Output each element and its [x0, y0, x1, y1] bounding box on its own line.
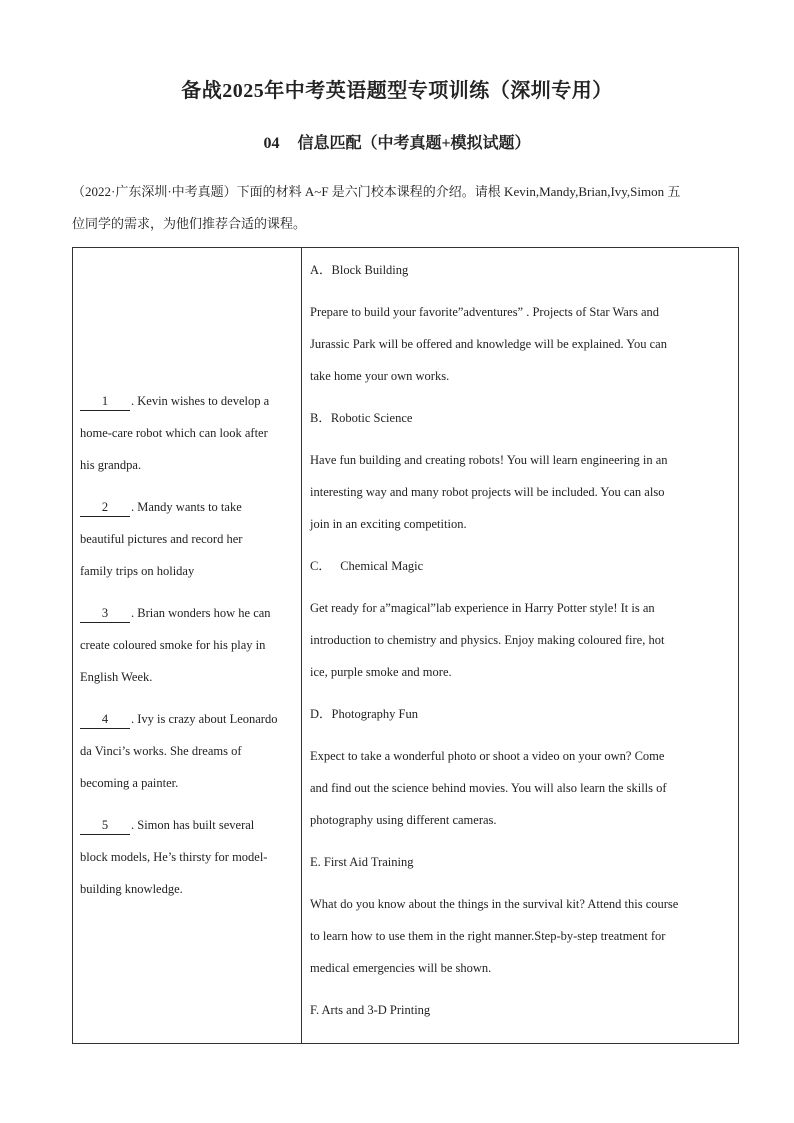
- course-text: photography using different cameras.: [310, 813, 497, 827]
- course-text: interesting way and many robot projects will be included. You can also: [310, 485, 665, 499]
- course-heading: D．Photography Fun: [310, 707, 418, 721]
- answer-blank[interactable]: 4: [80, 710, 130, 729]
- question-text: building knowledge.: [80, 882, 183, 896]
- course-text: Jurassic Park will be offered and knowledge will be explained. You can: [310, 337, 667, 351]
- question-text: family trips on holiday: [80, 564, 195, 578]
- answer-blank[interactable]: 5: [80, 816, 130, 835]
- answer-blank[interactable]: 1: [80, 392, 130, 411]
- matching-table: [72, 247, 739, 1044]
- answer-blank[interactable]: 2: [80, 498, 130, 517]
- course-item: [310, 994, 730, 1026]
- course-heading: E. First Aid Training: [310, 855, 414, 869]
- question-text: . Ivy is crazy about Leonardo: [131, 712, 278, 726]
- section-title: 信息匹配（中考真题+模拟试题）: [297, 135, 531, 152]
- instructions-line: 位同学的需求，为他们推荐合适的课程。: [72, 216, 307, 231]
- course-text: Get ready for a”magical”lab experience in Harry Potter style! It is an: [310, 601, 655, 615]
- course-text: introduction to chemistry and physics. Enjoy making coloured fire, hot: [310, 633, 665, 647]
- course-item: [310, 698, 730, 836]
- section-number: 04: [263, 135, 280, 152]
- course-item: [310, 402, 730, 540]
- question-text: his grandpa.: [80, 458, 142, 472]
- course-text: ice, purple smoke and more.: [310, 665, 452, 679]
- course-text: What do you know about the things in the survival kit? Attend this course: [310, 897, 679, 911]
- course-item: [310, 254, 730, 392]
- section-subtitle: [0, 130, 794, 153]
- question-text: becoming a painter.: [80, 776, 179, 790]
- course-item: [310, 846, 730, 984]
- instructions: [72, 176, 738, 240]
- question-item: [80, 385, 295, 481]
- course-text: join in an exciting competition.: [310, 517, 467, 531]
- course-heading: F. Arts and 3-D Printing: [310, 1003, 431, 1017]
- instructions-line: （2022·广东深圳·中考真题）下面的材料 A~F 是六门校本课程的介绍。请根 Kevin,Mandy,Brian,Ivy,Simon 五: [72, 184, 681, 199]
- document-title: 备战2025年中考英语题型专项训练（深圳专用）: [181, 80, 613, 102]
- question-item: [80, 703, 295, 799]
- question-text: . Kevin wishes to develop a: [131, 394, 270, 408]
- question-item: [80, 597, 295, 693]
- course-heading: C． Chemical Magic: [310, 559, 424, 573]
- question-text: da Vinci’s works. She dreams of: [80, 744, 242, 758]
- question-item: [80, 809, 295, 905]
- course-text: take home your own works.: [310, 369, 450, 383]
- question-text: . Mandy wants to take: [131, 500, 242, 514]
- answer-blank[interactable]: 3: [80, 604, 130, 623]
- question-text: . Simon has built several: [131, 818, 255, 832]
- questions-column: [73, 248, 302, 1044]
- course-text: to learn how to use them in the right manner.Step-by-step treatment for: [310, 929, 666, 943]
- question-text: beautiful pictures and record her: [80, 532, 243, 546]
- course-text: and find out the science behind movies. You will also learn the skills of: [310, 781, 667, 795]
- course-heading: B．Robotic Science: [310, 411, 413, 425]
- question-text: block models, He’s thirsty for model-: [80, 850, 268, 864]
- course-text: medical emergencies will be shown.: [310, 961, 492, 975]
- question-item: [80, 491, 295, 587]
- question-text: English Week.: [80, 670, 153, 684]
- course-heading: A．Block Building: [310, 263, 409, 277]
- question-text: . Brian wonders how he can: [131, 606, 271, 620]
- course-text: Have fun building and creating robots! You will learn engineering in an: [310, 453, 668, 467]
- question-text: create coloured smoke for his play in: [80, 638, 266, 652]
- question-text: home-care robot which can look after: [80, 426, 268, 440]
- course-text: Expect to take a wonderful photo or shoot a video on your own? Come: [310, 749, 665, 763]
- course-item: [310, 550, 730, 688]
- course-text: Prepare to build your favorite”adventures” . Projects of Star Wars and: [310, 305, 659, 319]
- courses-column: [302, 248, 739, 1044]
